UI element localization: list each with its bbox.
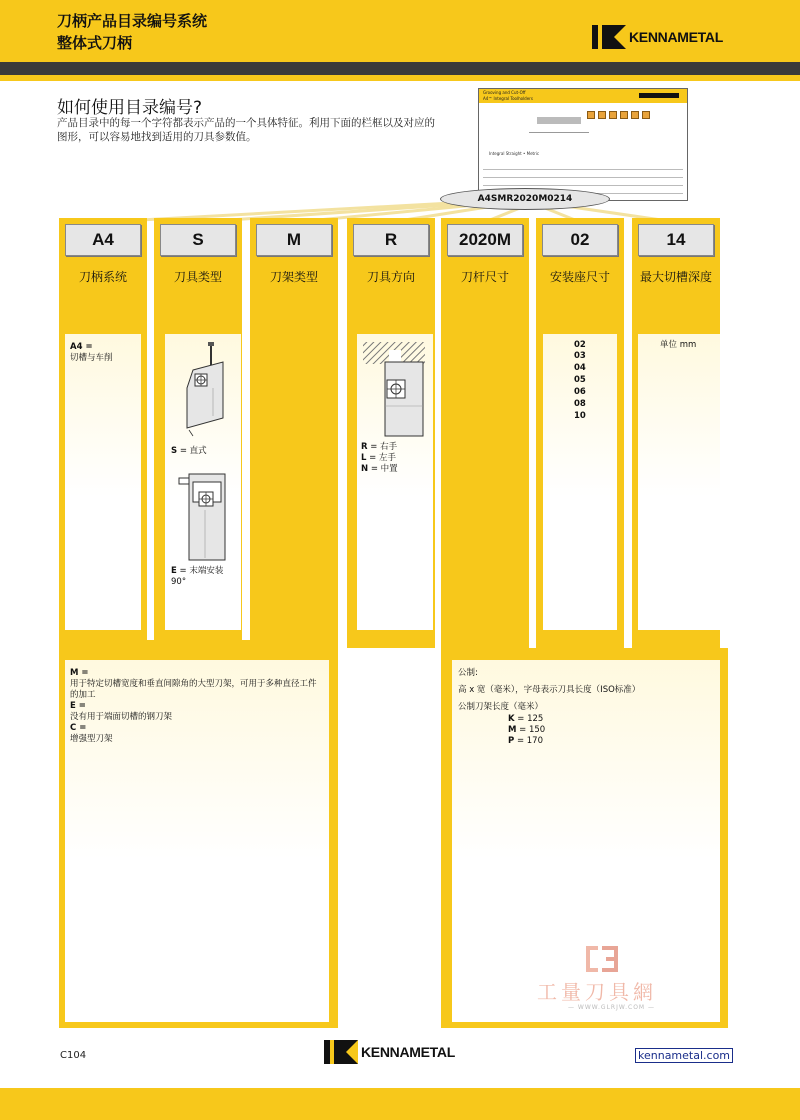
seat-size-value: 08 — [574, 399, 586, 409]
seat-size-value: 05 — [574, 375, 586, 385]
straight-type-text: S = 直式 — [171, 446, 207, 456]
direction-left: L = 左手 — [361, 453, 396, 463]
example-catalog-number: A4SMR2020M0214 — [440, 188, 610, 210]
direction-diagram-icon — [361, 340, 427, 438]
column-code: S — [160, 224, 236, 256]
kennametal-k-icon — [324, 1040, 358, 1064]
column-label: 刀具类型 — [173, 270, 222, 284]
system-value: 切槽与车削 — [70, 353, 113, 363]
page-header — [0, 0, 800, 62]
shank-length-m: M = 150 — [508, 725, 546, 735]
column-code: M — [256, 224, 332, 256]
column-code: 14 — [638, 224, 714, 256]
header-stripe-yellow — [0, 75, 800, 81]
catalog-page-thumbnail — [478, 88, 688, 201]
shank-length-title: 公制刀架长度（毫米） — [458, 702, 544, 712]
column-label: 刀柄系统 — [78, 270, 127, 284]
shank-metric-label: 公制: — [458, 668, 478, 678]
seat-size-value: 10 — [574, 411, 586, 421]
header-subtitle: 整体式刀柄 — [57, 34, 133, 52]
column-code: 02 — [542, 224, 618, 256]
thumbnail-table-line — [483, 185, 683, 186]
thumbnail-table-line — [483, 177, 683, 178]
column-holder-type — [250, 218, 338, 648]
direction-panel — [357, 334, 433, 630]
thumbnail-tool-drawing — [529, 109, 589, 133]
straight-tool-icon — [179, 340, 231, 440]
holder-type-panel — [65, 660, 329, 1022]
shank-size-description: 高 x 宽（毫米），字母表示刀具长度（ISO标准） — [458, 685, 641, 695]
holder-e-description: 没有用于端面切槽的钢刀架 — [70, 712, 173, 722]
direction-right: R = 右手 — [361, 442, 398, 452]
holder-m-key: M = — [70, 668, 89, 678]
holder-c-key: C = — [70, 723, 87, 733]
header-title: 刀柄产品目录编号系统 — [57, 12, 208, 30]
section-description: 产品目录中的每一个字符都表示产品的一个具体特征。利用下面的栏框以及对应的图形，可以容易地找到适用的刀具参数值。 — [57, 117, 435, 143]
column-label: 安装座尺寸 — [549, 270, 610, 284]
column-code: 2020M — [447, 224, 523, 256]
footer-band — [0, 1088, 800, 1120]
section-title: 如何使用目录编号? — [57, 98, 203, 118]
tool-type-panel — [165, 334, 241, 630]
column-label: 刀具方向 — [366, 270, 415, 284]
header-stripe — [0, 62, 800, 75]
kennametal-k-icon — [592, 25, 626, 49]
end-mount-tool-icon — [175, 470, 235, 562]
system-panel — [65, 334, 141, 630]
logo-text: KENNAMETAL — [629, 29, 723, 45]
thumbnail-title: Grooving and Cut-Off — [483, 90, 526, 95]
column-label: 刀架类型 — [269, 270, 318, 284]
footer-kennametal-logo — [324, 1040, 455, 1064]
column-shank-size — [441, 218, 529, 648]
holder-e-key: E = — [70, 701, 86, 711]
watermark-text: 工量刀具網 — [537, 980, 657, 1004]
thumbnail-header — [479, 89, 687, 103]
seat-size-value: 04 — [574, 363, 586, 373]
column-code: A4 — [65, 224, 141, 256]
watermark-logo-icon — [582, 944, 622, 974]
kennametal-logo — [592, 25, 723, 49]
thumbnail-table-line — [483, 169, 683, 170]
thumbnail-caption: Integral Straight • Metric — [489, 151, 540, 156]
footer-logo-text: KENNAMETAL — [361, 1044, 455, 1060]
seat-size-panel — [543, 334, 617, 630]
seat-size-value: 03 — [574, 351, 586, 361]
column-label: 最大切槽深度 — [639, 270, 712, 284]
seat-size-value: 06 — [574, 387, 586, 397]
column-label: 刀杆尺寸 — [460, 270, 509, 284]
website-link[interactable]: kennametal.com — [635, 1048, 733, 1063]
shank-length-p: P = 170 — [508, 736, 543, 746]
thumbnail-subtitle: A4™ Integral Toolholders — [483, 96, 533, 101]
column-code: R — [353, 224, 429, 256]
thumbnail-insert-icons — [587, 111, 650, 119]
shank-length-k: K = 125 — [508, 714, 544, 724]
direction-neutral: N = 中置 — [361, 464, 398, 474]
holder-m-description: 用于特定切槽宽度和垂直间隙角的大型刀架，可用于多种直径工件的加工 — [70, 679, 317, 700]
end-mount-type-text: E = 末端安装 90° — [171, 566, 224, 587]
page-number: C104 — [60, 1050, 87, 1061]
depth-unit: 单位 mm — [660, 340, 697, 350]
system-key: A4 = — [70, 342, 93, 352]
thumbnail-logo — [639, 93, 679, 98]
max-depth-panel — [638, 334, 720, 630]
seat-size-value: 02 — [574, 340, 586, 350]
holder-c-description: 增强型刀架 — [70, 734, 113, 744]
watermark-url: — WWW.GLRJW.COM — — [568, 1004, 656, 1011]
